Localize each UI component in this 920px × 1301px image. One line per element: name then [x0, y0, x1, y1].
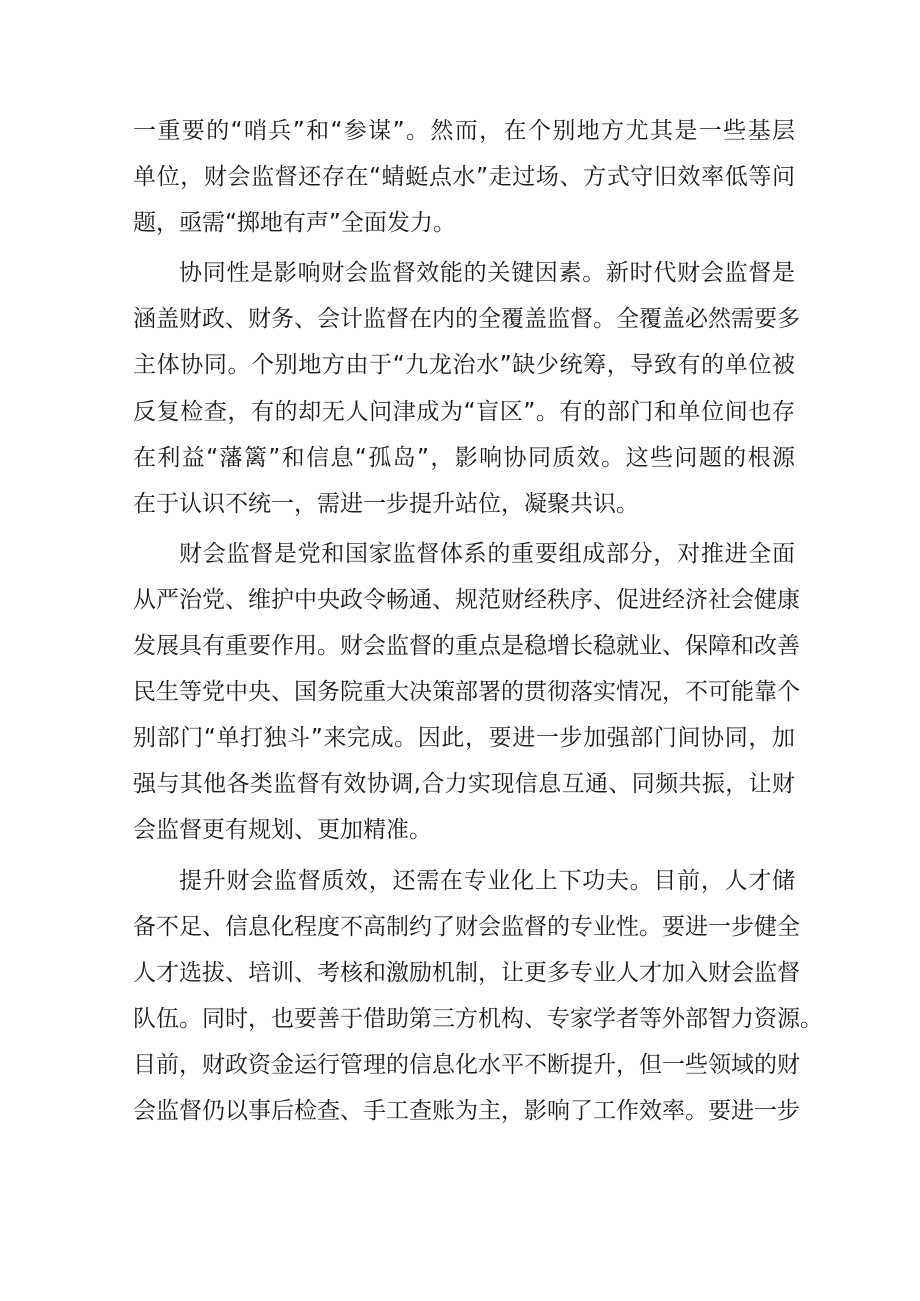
- text-line: 在利益“藩篱”和信息“孤岛”，影响协同质效。这些问题的根源: [133, 444, 795, 471]
- paragraph-4: [133, 858, 823, 1135]
- text-line: 从严治党、维护中央政令畅通、规范财经秩序、促进经济社会健康: [133, 586, 800, 613]
- text-line: 强与其他各类监督有效协调,合力实现信息互通、同频共振，让财: [133, 771, 795, 798]
- text-line: 目前，财政资金运行管理的信息化水平不断提升，但一些领域的财: [133, 1051, 800, 1078]
- text-line: 在于认识不统一，需进一步提升站位，凝聚共识。: [133, 490, 639, 517]
- text-line: 会监督仍以事后检查、手工查账为主，影响了工作效率。要进一步: [133, 1097, 800, 1124]
- text-line: 一重要的“哨兵”和“参谋”。然而，在个别地方尤其是一些基层: [133, 118, 795, 144]
- paragraph-2: [133, 250, 800, 527]
- text-line: 单位，财会监督还存在“蜻蜓点水”走过场、方式守旧效率低等问: [133, 164, 795, 191]
- text-line: 民生等党中央、国务院重大决策部署的贯彻落实情况，不可能靠个: [133, 679, 800, 706]
- text-line: 反复检查，有的却无人问津成为“盲区”。有的部门和单位间也存: [133, 398, 795, 425]
- text-line: 提升财会监督质效，还需在专业化上下功夫。目前，人才储: [179, 867, 795, 894]
- text-line: 协同性是影响财会监督效能的关键因素。新时代财会监督是: [179, 260, 795, 287]
- text-line: 发展具有重要作用。财会监督的重点是稳增长稳就业、保障和改善: [133, 633, 800, 660]
- paragraph-1: [133, 108, 795, 246]
- text-line: 财会监督是党和国家监督体系的重要组成部分，对推进全面: [179, 540, 795, 567]
- text-line: 备不足、信息化程度不高制约了财会监督的专业性。要进一步健全: [133, 913, 800, 940]
- text-line: 会监督更有规划、更加精准。: [133, 817, 432, 844]
- text-line: 别部门“单打独斗”来完成。因此，要进一步加强部门间协同，加: [133, 725, 795, 752]
- text-line: 队伍。同时，也要善于借助第三方机构、专家学者等外部智力资源。: [133, 1005, 823, 1032]
- document-body: [133, 108, 823, 1134]
- paragraph-3: [133, 531, 800, 854]
- text-line: 主体协同。个别地方由于“九龙治水”缺少统筹，导致有的单位被: [133, 352, 795, 379]
- text-line: 涵盖财政、财务、会计监督在内的全覆盖监督。全覆盖必然需要多: [133, 306, 800, 333]
- text-line: 题，亟需“掷地有声”全面发力。: [133, 210, 456, 237]
- text-line: 人才选拔、培训、考核和激励机制，让更多专业人才加入财会监督: [133, 959, 800, 986]
